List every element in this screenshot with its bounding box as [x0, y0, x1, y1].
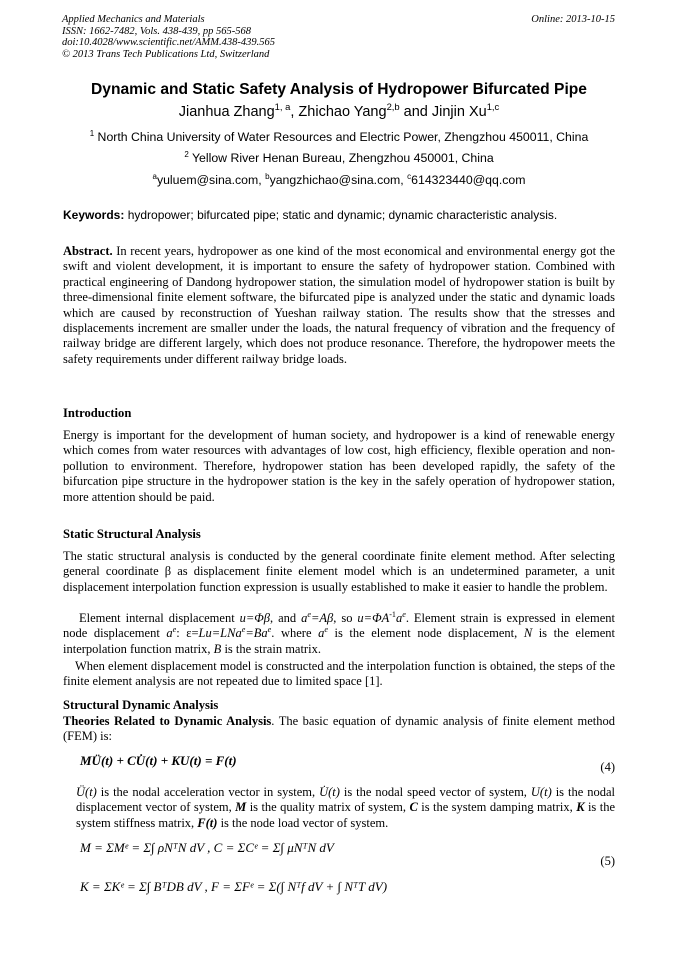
email-marker: a: [152, 171, 157, 181]
author-1-affil: 1, a: [274, 101, 291, 113]
static-paragraph-2: [63, 611, 615, 657]
math-run: a: [318, 626, 325, 641]
text-run: . The basic equation of dynamic analysis of finite element method (FEM) is:: [63, 714, 615, 744]
text-run: . where: [271, 626, 319, 641]
affil-marker: 1: [89, 128, 95, 138]
math-run: N: [523, 626, 533, 641]
text-run: is the node load vector of system.: [217, 815, 389, 830]
authors-line: [30, 103, 648, 121]
affil-text: Yellow River Henan Bureau, Zhengzhou 450001, China: [188, 151, 494, 165]
math-run: a: [396, 611, 403, 625]
text-run: , and: [270, 611, 302, 625]
author-1: Jianhua Zhang: [178, 104, 275, 120]
math-run: B: [213, 641, 222, 656]
online-date: Online: 2013-10-15: [531, 14, 615, 25]
author-sep: ,: [290, 104, 299, 120]
email-marker: c: [407, 171, 412, 181]
text-run: is the nodal displacement vector of system,: [76, 785, 615, 815]
math-run: U̇(t): [319, 785, 340, 799]
abstract: [63, 244, 615, 367]
subheading-label: Theories Related to Dynamic Analysis: [63, 714, 272, 728]
keywords: [63, 208, 615, 223]
math-run: u=ΦA: [357, 611, 390, 625]
affiliation-1: [30, 130, 648, 145]
math-sup: e: [267, 625, 272, 635]
equation-5-line-1: M = ΣMᵉ = Σ∫ ρNᵀN dV , C = ΣCᵉ = Σ∫ μNᵀN dV: [80, 840, 334, 855]
math-sup: e: [307, 609, 311, 619]
math-run: Ü(t): [76, 785, 97, 799]
email-b: yangzhichao@sina.com,: [269, 173, 408, 187]
author-sep: and: [399, 104, 432, 120]
math-sup: e: [324, 625, 328, 635]
math-sup: e: [172, 625, 177, 635]
email-marker: b: [265, 171, 270, 181]
author-2-affil: 2,b: [386, 101, 400, 113]
math-sup: -1: [389, 609, 396, 619]
dynamic-heading: Structural Dynamic Analysis: [63, 698, 219, 712]
equation-4: MÜ(t) + CU̇(t) + KU(t) = F(t): [80, 753, 237, 768]
abstract-label: Abstract.: [63, 244, 113, 258]
math-run: =Ba: [245, 626, 268, 641]
text-run: is the system damping matrix,: [417, 800, 577, 815]
text-run: : ε=: [176, 626, 199, 641]
text-run: is the nodal acceleration vector in system,: [96, 785, 320, 799]
math-run: a: [166, 626, 173, 641]
email-a: yuluem@sina.com,: [156, 173, 266, 187]
variables-description: [76, 785, 615, 831]
introduction-text: Energy is important for the development of human society, and hydropower is a kind of renewable energy which comes from water resources with advantages of low cost, high efficiency, flexible operation and non-pollution to environment. Therefore, hydropower station has been developed rapidly, the safety of the bifurcation pipe structure in the hydropower station is the key in the safely operation of hydropower station, more attention should be paid.: [63, 428, 615, 504]
math-run: Lu=LNa: [198, 626, 242, 641]
email-c: 614323440@qq.com: [411, 173, 526, 187]
text-run: is the element node displacement,: [327, 626, 524, 641]
emails: [30, 173, 648, 188]
text-run: is the element interpolation function matrix,: [63, 626, 615, 656]
text-run: When element displacement model is constructed and the interpolation function is obtained, the steps of the finite element analysis are not repeated due to limited space [1].: [63, 659, 615, 689]
text-run: . Element strain is expressed in element node displacement: [63, 611, 615, 641]
math-sup: e: [402, 609, 406, 619]
math-run: C: [409, 800, 418, 815]
journal-header: [62, 14, 402, 60]
math-run: M: [235, 800, 247, 815]
text-run: , so: [333, 611, 358, 625]
text-run: is the strain matrix.: [221, 641, 321, 656]
text-run: is the nodal speed vector of system,: [339, 785, 531, 799]
text-run: is the quality matrix of system,: [246, 800, 410, 815]
dynamic-theories-paragraph: [63, 714, 615, 745]
abstract-text: In recent years, hydropower as one kind of the most economical and environmental energy got the swift and violent development, it is important to ensure the safety of hydropower station. Combined with practical engineering of Dandong hydropower station, the simulation model of hydropower station is built by three-dimensional finite element software, the bifurcated pipe is analyzed under the static and dynamic loads which are caused by reconstruction of Yueshan railway station. The results show that the stresses and displacements increment are smaller under the loads, the natural frequency of vibration and the frequency of railway bridge are different largely, which does not produce resonance. Therefore, the hydropower meets the safety requirements under different railway bridge loads.: [63, 244, 615, 366]
equation-5-number: (5): [600, 854, 615, 868]
equation-5-line-2: K = ΣKᵉ = Σ∫ BᵀDB dV , F = ΣFᵉ = Σ(∫ Nᵀf dV + ∫ NᵀT dV): [80, 879, 388, 894]
issn: ISSN: 1662-7482, Vols. 438-439, pp 565-568: [62, 25, 251, 37]
copyright: © 2013 Trans Tech Publications Ltd, Switzerland: [62, 48, 270, 60]
author-3-affil: 1,c: [486, 101, 500, 113]
static-heading: Static Structural Analysis: [63, 527, 201, 541]
math-run: a: [301, 611, 308, 625]
paper-title: Dynamic and Static Safety Analysis of Hydropower Bifurcated Pipe: [91, 81, 587, 98]
math-run: =Aβ: [310, 611, 334, 625]
equation-4-number: (4): [600, 760, 615, 774]
keywords-label: Keywords:: [63, 208, 125, 222]
doi: doi:10.4028/www.scientific.net/AMM.438-439.565: [62, 37, 275, 49]
math-run: U(t): [530, 785, 552, 799]
journal-name: Applied Mechanics and Materials: [62, 14, 205, 25]
keywords-text: hydropower; bifurcated pipe; static and dynamic; dynamic characteristic analysis.: [124, 208, 558, 222]
introduction-heading: Introduction: [63, 406, 132, 420]
math-run: u=Φβ: [239, 611, 271, 625]
author-2: Zhichao Yang: [298, 104, 387, 120]
text-run: is the system stiffness matrix,: [76, 800, 615, 830]
math-run: F(t): [197, 815, 218, 830]
author-3: Jinjin Xu: [431, 104, 487, 120]
affiliation-2: [30, 151, 648, 166]
math-sup: e: [241, 625, 246, 635]
math-run: K: [576, 800, 585, 815]
affil-marker: 2: [184, 149, 189, 159]
static-paragraph-3: [63, 659, 615, 690]
static-paragraph-1: The static structural analysis is conducted by the general coordinate finite element method. After selecting general coordinate β as displacement finite element model which is an undetermined parameter, a unit displacement interpolation function expression is usually established to make it easier to handle the problem.: [63, 549, 615, 594]
affil-text: North China University of Water Resources and Electric Power, Zhengzhou 450011, China: [94, 130, 589, 144]
text-run: Element internal displacement: [79, 611, 240, 625]
